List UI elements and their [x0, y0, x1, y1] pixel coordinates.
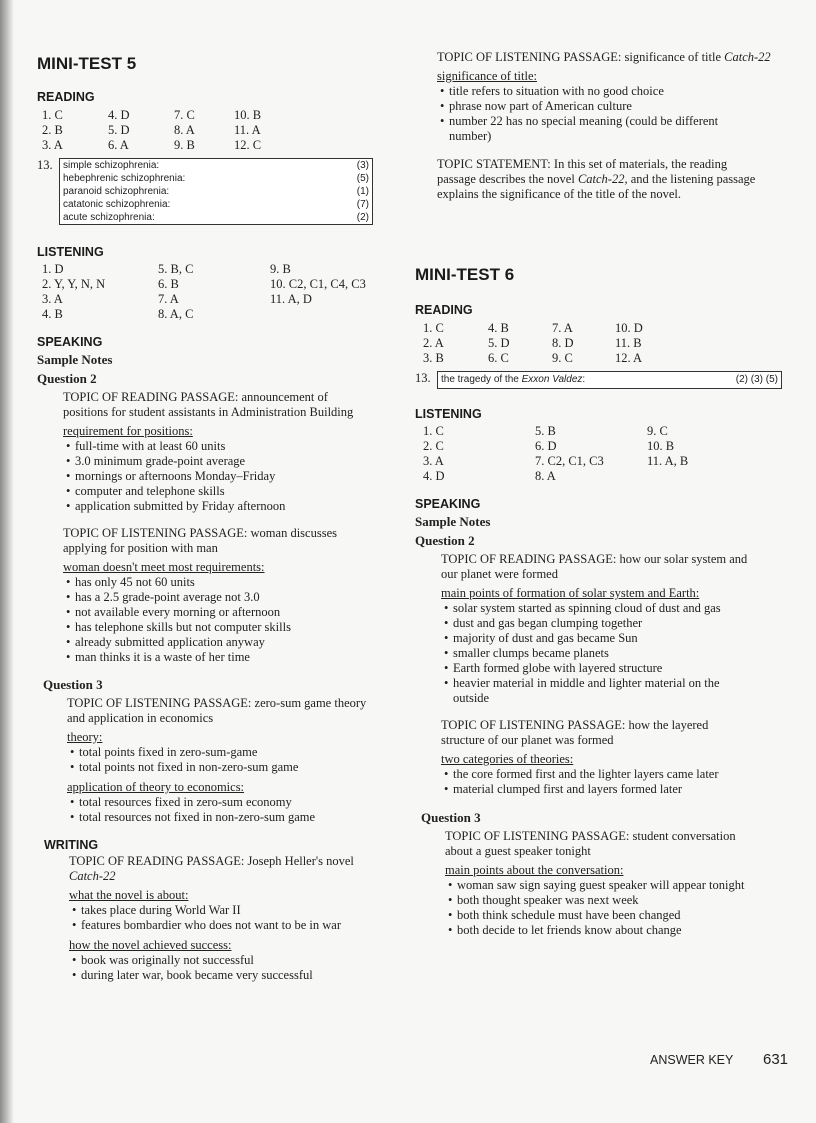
mt6-q3-notes — [445, 829, 755, 938]
bullet-item: • majority of dust and gas became Sun — [441, 631, 753, 646]
bullet-item: • woman saw sign saying guest speaker will appear tonight — [445, 878, 755, 893]
mt6-q13-answer: (2) (3) (5) — [735, 374, 778, 385]
q13-row — [60, 185, 372, 198]
mt6-reading-q13 — [415, 371, 787, 389]
answer-cell: 1. C — [423, 321, 444, 335]
answer-cell: 9. B — [270, 262, 291, 276]
mt6-theories-heading: two categories of theories: — [441, 752, 574, 766]
significance-list — [437, 84, 727, 144]
mt6-q2-reading-topic: TOPIC OF READING PASSAGE: how our solar system and our planet were formed — [441, 552, 748, 581]
significance-heading: significance of title: — [437, 69, 537, 83]
bullet-item: • Earth formed globe with layered structure — [441, 661, 753, 676]
mt6-q13-item — [441, 372, 585, 388]
writing-reading-topic — [69, 854, 369, 884]
answer-cell: 6. C — [488, 351, 509, 365]
mini-test-5-title: MINI-TEST 5 — [37, 54, 137, 73]
answer-cell: 11. B — [615, 336, 642, 350]
q13-item: hebephrenic schizophrenia: — [63, 173, 186, 184]
mt6-speaking-heading: SPEAKING — [415, 497, 481, 511]
question-3-label: Question 3 — [43, 677, 103, 692]
answer-cell: 4. D — [423, 469, 445, 483]
answer-cell: 5. B, C — [158, 262, 194, 276]
bullet-item: • book was originally not successful — [69, 953, 369, 968]
right-column — [437, 50, 782, 202]
answer-cell: 1. C — [42, 108, 63, 122]
novel-success-heading: how the novel achieved success: — [69, 938, 232, 952]
listening-answers — [42, 262, 387, 322]
mt6-q3-listening-topic: TOPIC OF LISTENING PASSAGE: student conversation about a guest speaker tonight — [445, 829, 736, 858]
mt6-conversation-heading: main points about the conversation: — [445, 863, 624, 877]
answer-cell: 8. A — [174, 123, 195, 137]
sample-notes-label: Sample Notes — [37, 352, 113, 367]
q13-answer: (7) — [356, 199, 369, 210]
question-2-label: Question 2 — [37, 371, 97, 386]
writing-heading: WRITING — [44, 838, 99, 852]
requirements-heading: requirement for positions: — [63, 424, 193, 438]
q3-notes — [67, 696, 373, 825]
answer-cell: 10. D — [615, 321, 643, 335]
mt6-question-2-label: Question 2 — [415, 533, 475, 548]
answer-cell: 2. C — [423, 439, 444, 453]
mt6-listening-answers — [423, 424, 787, 484]
bullet-item: • both thought speaker was next week — [445, 893, 755, 908]
answer-cell: 5. D — [108, 123, 130, 137]
bullet-item: • already submitted application anyway — [63, 635, 373, 650]
answer-cell: 4. D — [108, 108, 130, 122]
q2-listening-topic: TOPIC OF LISTENING PASSAGE: woman discusses applying for position with man — [63, 526, 337, 555]
page-spine-shadow — [0, 0, 14, 1123]
topic-statement — [437, 157, 767, 202]
mt6-reading-heading: READING — [415, 303, 473, 317]
answer-cell: 6. D — [535, 439, 557, 453]
answer-cell: 7. A — [552, 321, 573, 335]
novel-about-list — [69, 903, 369, 933]
answer-cell: 6. B — [158, 277, 179, 291]
answer-cell: 9. C — [552, 351, 573, 365]
bullet-item: • 3.0 minimum grade-point average — [63, 454, 373, 469]
answer-cell: 8. A — [535, 469, 556, 483]
bullet-item: • number 22 has no special meaning (could be different number) — [437, 114, 727, 144]
left-column — [37, 54, 387, 983]
catch22-topic-prefix: TOPIC OF LISTENING PASSAGE: significance of title — [437, 50, 725, 64]
bullet-item: • phrase now part of American culture — [437, 99, 727, 114]
bullet-item: • during later war, book became very successful — [69, 968, 369, 983]
answer-cell: 8. D — [552, 336, 574, 350]
answer-cell: 5. B — [535, 424, 556, 438]
answer-cell: 9. C — [647, 424, 668, 438]
bullet-item: • man thinks it is a waste of her time — [63, 650, 373, 665]
answer-cell: 11. A — [234, 123, 261, 137]
mt6-main-points-list — [441, 601, 753, 706]
requirements-list — [63, 439, 373, 514]
answer-cell — [270, 307, 390, 322]
q13-item: paranoid schizophrenia: — [63, 186, 170, 197]
bullet-item: • material clumped first and layers formed later — [441, 782, 753, 797]
page-number: 631 — [763, 1051, 789, 1068]
catch22-topic-title: Catch-22 — [724, 50, 771, 64]
answer-cell: 3. A — [42, 138, 63, 152]
mt6-theories-list — [441, 767, 753, 797]
mt6-listening-heading: LISTENING — [415, 407, 482, 421]
q13-answer: (2) — [356, 212, 369, 223]
q13-item: simple schizophrenia: — [63, 160, 160, 171]
mini-test-6-block — [415, 265, 787, 938]
mt6-main-points-heading: main points of formation of solar system and Earth: — [441, 586, 700, 600]
bullet-item: • both think schedule must have been changed — [445, 908, 755, 923]
novel-about-heading: what the novel is about: — [69, 888, 189, 902]
footer-label: ANSWER KEY — [650, 1053, 734, 1067]
reading-q13 — [37, 158, 387, 225]
answer-cell: 7. C — [174, 108, 195, 122]
woman-list — [63, 575, 373, 665]
mt6-conversation-list — [445, 878, 755, 938]
q13-label: 13. — [37, 158, 53, 172]
mt6-q13-answer-box — [437, 371, 782, 389]
woman-heading: woman doesn't meet most requirements: — [63, 560, 265, 574]
answer-cell: 10. B — [234, 108, 262, 122]
answer-cell: 3. B — [423, 351, 444, 365]
theory-heading: theory: — [67, 730, 103, 744]
mt6-reading-answers — [423, 321, 787, 366]
speaking-heading: SPEAKING — [37, 335, 103, 349]
bullet-item: • mornings or afternoons Monday–Friday — [63, 469, 373, 484]
listening-heading: LISTENING — [37, 245, 104, 259]
bullet-item: • total points not fixed in non-zero-sum game — [67, 760, 373, 775]
bullet-item: • the core formed first and the lighter layers came later — [441, 767, 753, 782]
answer-cell: 1. C — [423, 424, 444, 438]
bullet-item: • takes place during World War II — [69, 903, 369, 918]
reading-heading: READING — [37, 90, 95, 104]
answer-cell — [647, 469, 767, 484]
statement-part-a: TOPIC STATEMENT: In this set of materials, the reading passage describes the novel — [437, 157, 728, 186]
answer-cell: 12. C — [234, 138, 262, 152]
bullet-item: • smaller clumps became planets — [441, 646, 753, 661]
answer-cell: 5. D — [488, 336, 510, 350]
bullet-item: • both decide to let friends know about change — [445, 923, 755, 938]
answer-cell: 12. A — [615, 351, 643, 365]
statement-part-b: and the listening passage explains the significance of the title of the novel. — [437, 172, 756, 201]
writing-topic-title: Catch-22 — [69, 869, 116, 883]
answer-cell: 10. C2, C1, C4, C3 — [270, 277, 366, 291]
writing-notes — [69, 854, 369, 983]
answer-cell: 8. A, C — [158, 307, 194, 321]
answer-cell: 7. A — [158, 292, 179, 306]
answer-cell: 6. A — [108, 138, 129, 152]
answer-cell: 11. A, D — [270, 292, 312, 306]
q2-reading-topic: TOPIC OF READING PASSAGE: announcement of positions for student assistants in Administration Building — [63, 390, 354, 419]
application-heading: application of theory to economics: — [67, 780, 245, 794]
bullet-item: • has a 2.5 grade-point average not 3.0 — [63, 590, 373, 605]
statement-title: Catch-22, — [577, 172, 628, 186]
bullet-item: • total resources not fixed in non-zero-sum game — [67, 810, 373, 825]
bullet-item: • has only 45 not 60 units — [63, 575, 373, 590]
answer-cell: 3. A — [423, 454, 444, 468]
answer-cell: 2. Y, Y, N, N — [42, 277, 106, 291]
answer-cell: 1. D — [42, 262, 64, 276]
answer-cell: 4. B — [42, 307, 63, 321]
theory-list — [67, 745, 373, 775]
writing-topic-prefix: TOPIC OF READING PASSAGE: Joseph Heller's novel — [69, 854, 354, 868]
q13-answer: (1) — [356, 186, 369, 197]
q13-row — [60, 159, 372, 172]
q13-answer: (5) — [356, 173, 369, 184]
mt6-q13-prefix: the tragedy of the — [441, 374, 522, 385]
answer-cell: 3. A — [42, 292, 63, 306]
bullet-item: • total points fixed in zero-sum-game — [67, 745, 373, 760]
bullet-item: • application submitted by Friday afternoon — [63, 499, 373, 514]
bullet-item: • title refers to situation with no good choice — [437, 84, 727, 99]
answer-cell: 9. B — [174, 138, 195, 152]
mt6-sample-notes-label: Sample Notes — [415, 514, 491, 529]
q3-listening-topic: TOPIC OF LISTENING PASSAGE: zero-sum game theory and application in economics — [67, 696, 367, 725]
bullet-item: • not available every morning or afternoon — [63, 605, 373, 620]
q13-item: catatonic schizophrenia: — [63, 199, 171, 210]
q13-item: acute schizophrenia: — [63, 212, 155, 223]
bullet-item: • solar system started as spinning cloud of dust and gas — [441, 601, 753, 616]
bullet-item: • heavier material in middle and lighter material on the outside — [441, 676, 753, 706]
mt6-q13-label: 13. — [415, 371, 431, 385]
mt6-q13-suffix: : — [582, 374, 586, 385]
mt6-q2-notes — [441, 552, 753, 797]
reading-answers — [42, 108, 387, 153]
q13-answer: (3) — [356, 160, 369, 171]
mt6-q13-italic: Exxon Valdez — [521, 374, 583, 385]
mini-test-6-title: MINI-TEST 6 — [415, 265, 515, 284]
answer-cell: 4. B — [488, 321, 509, 335]
catch22-listening-topic — [437, 50, 782, 65]
bullet-item: • computer and telephone skills — [63, 484, 373, 499]
q13-row — [60, 172, 372, 185]
q13-row — [60, 198, 372, 211]
mt6-q2-listening-topic: TOPIC OF LISTENING PASSAGE: how the layered structure of our planet was formed — [441, 718, 709, 747]
novel-success-list — [69, 953, 369, 983]
answer-cell: 2. A — [423, 336, 444, 350]
mt6-question-3-label: Question 3 — [421, 810, 481, 825]
bullet-item: • total resources fixed in zero-sum economy — [67, 795, 373, 810]
answer-cell: 10. B — [647, 439, 675, 453]
application-list — [67, 795, 373, 825]
q13-answer-box — [59, 158, 373, 225]
bullet-item: • full-time with at least 60 units — [63, 439, 373, 454]
answer-cell: 7. C2, C1, C3 — [535, 454, 604, 468]
q13-row — [60, 211, 372, 224]
answer-cell: 11. A, B — [647, 454, 689, 468]
q2-notes — [63, 390, 373, 665]
bullet-item: • features bombardier who does not want to be in war — [69, 918, 369, 933]
bullet-item: • dust and gas began clumping together — [441, 616, 753, 631]
answer-cell: 2. B — [42, 123, 63, 137]
bullet-item: • has telephone skills but not computer skills — [63, 620, 373, 635]
